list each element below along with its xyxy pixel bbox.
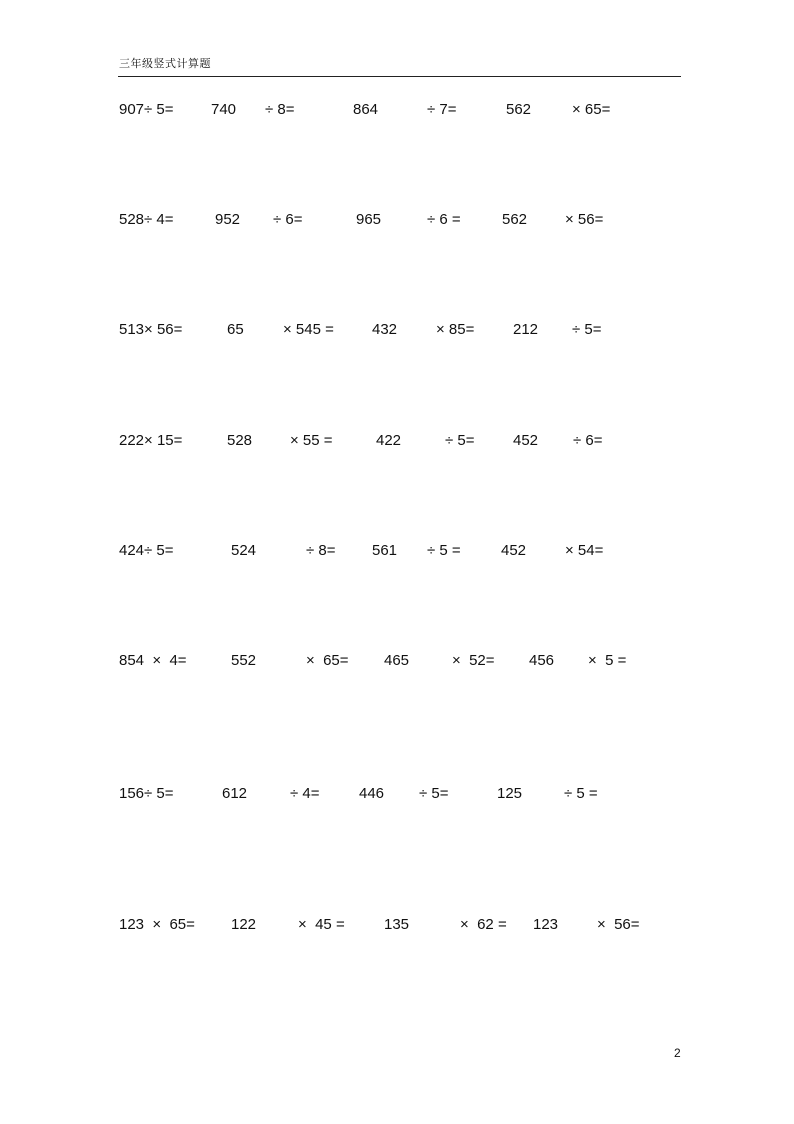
problem-text: × 54=	[565, 542, 604, 559]
problem-text: 452	[513, 432, 539, 449]
problem-text: 513× 56=	[119, 321, 183, 338]
header-rule	[118, 76, 681, 77]
problem-text: 125	[497, 785, 523, 802]
problem-text: 122	[231, 916, 257, 933]
problem-text: ÷ 5 =	[564, 785, 598, 802]
problem-text: 612	[222, 785, 248, 802]
problem-text: 552	[231, 652, 257, 669]
problem-text: ÷ 8=	[265, 101, 295, 118]
problem-text: 135	[384, 916, 410, 933]
problem-text: 123 × 65=	[119, 916, 195, 933]
problem-text: 424÷ 5=	[119, 542, 174, 559]
problem-text: ÷ 4=	[290, 785, 320, 802]
problem-text: × 45 =	[298, 916, 345, 933]
problem-text: 446	[359, 785, 385, 802]
page-number: 2	[674, 1046, 681, 1060]
problem-text: 432	[372, 321, 398, 338]
problem-text: 528	[227, 432, 253, 449]
problem-text: × 85=	[436, 321, 475, 338]
problem-text: 123	[533, 916, 559, 933]
problem-text: 740	[211, 101, 237, 118]
problem-text: 907÷ 5=	[119, 101, 174, 118]
problem-text: ÷ 5=	[419, 785, 449, 802]
problem-text: 864	[353, 101, 379, 118]
problem-text: 952	[215, 211, 241, 228]
problem-text: × 55 =	[290, 432, 333, 449]
problem-text: 854 × 4=	[119, 652, 187, 669]
problem-text: ÷ 8=	[306, 542, 336, 559]
problem-text: 561	[372, 542, 398, 559]
problem-text: × 56=	[597, 916, 640, 933]
problem-text: ÷ 6=	[573, 432, 603, 449]
problem-text: × 65=	[306, 652, 349, 669]
problem-text: 212	[513, 321, 539, 338]
problem-text: 156÷ 5=	[119, 785, 174, 802]
problem-text: ÷ 7=	[427, 101, 457, 118]
problem-text: 965	[356, 211, 382, 228]
problem-text: 524	[231, 542, 257, 559]
problem-text: ÷ 5 =	[427, 542, 461, 559]
problem-text: 528÷ 4=	[119, 211, 174, 228]
problem-text: 422	[376, 432, 402, 449]
problem-text: ÷ 6 =	[427, 211, 461, 228]
problem-text: × 56=	[565, 211, 604, 228]
problem-text: 465	[384, 652, 410, 669]
problem-text: 562	[502, 211, 528, 228]
problem-text: 65	[227, 321, 244, 338]
problem-text: ÷ 5=	[445, 432, 475, 449]
problem-text: 562	[506, 101, 532, 118]
problem-text: × 62 =	[460, 916, 507, 933]
header-title: 三年级竖式计算题	[119, 57, 211, 70]
problem-text: ÷ 5=	[572, 321, 602, 338]
problem-text: × 5 =	[588, 652, 627, 669]
problem-text: 452	[501, 542, 527, 559]
problem-text: 222× 15=	[119, 432, 183, 449]
problem-text: × 65=	[572, 101, 611, 118]
problem-text: × 545 =	[283, 321, 334, 338]
problem-text: ÷ 6=	[273, 211, 303, 228]
problem-text: × 52=	[452, 652, 495, 669]
problem-text: 456	[529, 652, 555, 669]
